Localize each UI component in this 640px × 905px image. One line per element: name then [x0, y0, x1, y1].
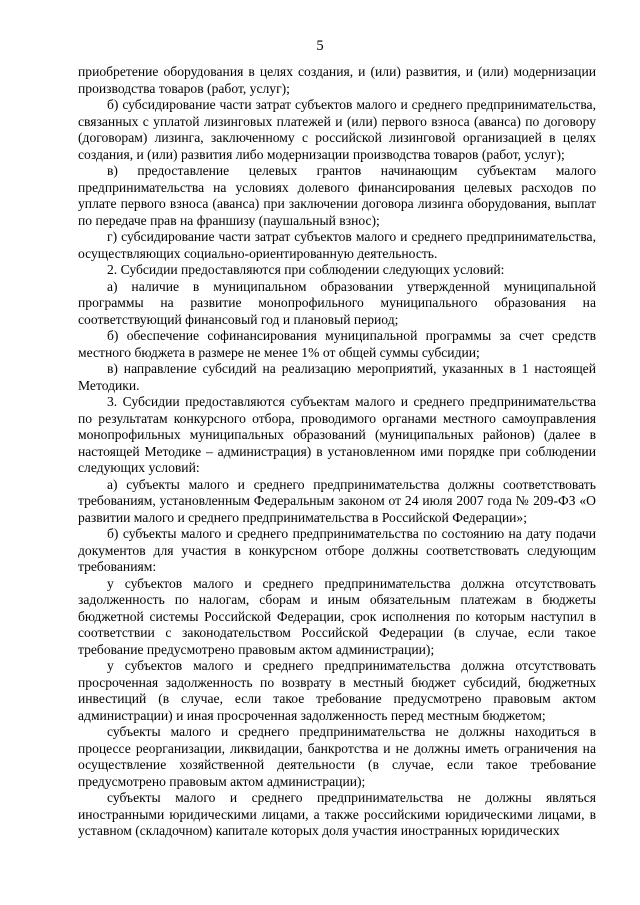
page-number: 5: [316, 38, 324, 54]
paragraph: у субъектов малого и среднего предпринимательства должна отсутствовать задолженность по налогам, сборам и иным обязательным платежам в бюджеты бюджетной системы Российской Федерации, срок исполнения по которым наступил в соответствии с законодательством Российской Федерации (в случае, если такое требование предусмотрено правовым актом администрации);: [78, 575, 596, 657]
paragraph: в) направление субсидий на реализацию мероприятий, указанных в 1 настоящей Методики.: [78, 361, 596, 393]
paragraph: 3. Субсидии предоставляются субъектам малого и среднего предпринимательства по результатам конкурсного отбора, проводимого органами местного самоуправления монопрофильных муниципальных образований (муниципальных районов) (далее в настоящей Методике – администрация) в установленном ими порядке при соблюдении следующих условий:: [78, 394, 596, 475]
paragraph: г) субсидирование части затрат субъектов малого и среднего предпринимательства, осуществляющих социально-ориентированную деятельность.: [78, 229, 596, 261]
paragraph: а) наличие в муниципальном образовании утвержденной муниципальной программы на развитие монопрофильного муниципального образования на соответствующий финансовый год и плановый период;: [78, 278, 596, 327]
paragraph: а) субъекты малого и среднего предпринимательства должны соответствовать требованиям, установленным Федеральным законом от 24 июля 2007 года № 209-ФЗ «О развитии малого и среднего предпринимательства в Российской Федерации»;: [78, 476, 596, 525]
document-body: [78, 64, 596, 840]
paragraph: б) обеспечение софинансирования муниципальной программы за счет средств местного бюджета в размере не менее 1% от общей суммы субсидии;: [78, 328, 596, 360]
paragraph: 2. Субсидии предоставляются при соблюдении следующих условий:: [107, 262, 505, 277]
paragraph: субъекты малого и среднего предпринимательства не должны являться иностранными юридическими лицами, а также российскими юридическими лицами, в уставном (складочном) капитале которых доля участия иностранных юридических: [78, 790, 596, 838]
paragraph: в) предоставление целевых грантов начинающим субъектам малого предпринимательства на условиях долевого финансирования целевых расходов по уплате первого взноса (аванса) при заключении договора лизинга оборудования, выплат по передаче прав на франшизу (паушальный взнос);: [78, 163, 596, 228]
paragraph: б) субсидирование части затрат субъектов малого и среднего предпринимательства, связанных с уплатой лизинговых платежей и (или) первого взноса (аванса) по договору (договорам) лизинга, заключенному с российской лизинговой организацией в целях создания, и (или) развития либо модернизации производства товаров (работ, услуг);: [78, 97, 596, 162]
paragraph: приобретение оборудования в целях создания, и (или) развития, и (или) модернизации производства товаров (работ, услуг);: [78, 64, 596, 96]
paragraph: б) субъекты малого и среднего предпринимательства по состоянию на дату подачи документов для участия в конкурсном отборе должны соответствовать следующим требованиям:: [78, 526, 596, 574]
paragraph: субъекты малого и среднего предпринимательства не должны находиться в процессе реорганизации, ликвидации, банкротства и не должны иметь ограничения на осуществление хозяйственной деятельности (в случае, если такое требование предусмотрено правовым актом администрации);: [78, 724, 596, 789]
paragraph: у субъектов малого и среднего предпринимательства должна отсутствовать просроченная задолженность по возврату в местный бюджет субсидий, бюджетных инвестиций (в случае, если такое требование предусмотрено правовым актом администрации) и иная просроченная задолженность перед местным бюджетом;: [78, 658, 596, 723]
